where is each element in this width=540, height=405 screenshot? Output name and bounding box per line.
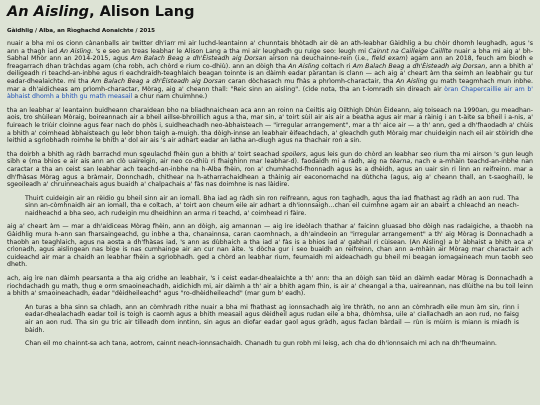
italic-text: Am Balach Beag a dh'Èisteadh aig Dorsan <box>130 55 267 63</box>
article-body <box>7 40 533 348</box>
text-run: , nach e a-mhàin teachd-an-inbhe nan caractar a tha an ceist san leabhar ach teachd-an-inbhe na h-Alba fhèin, ron a' chumhachd-fhonnadh agus às a dhèidh, agus an uair sin ri linn an reifreinn. mar a dh'fhàsas Mòrag agus a bràmair, Donnchadh, chithear na h-atharrachaidhean a thàinig air eaconomachd na dùthcha (agus, aig a' cheann thall, an t-saoghail), le sgeoileadh a' chruinneachais agus buaidh a' chalpachais a' fàs nas doimhne is nas làidire. <box>7 158 533 189</box>
paragraph <box>7 275 533 298</box>
book-title: An Aisling <box>7 4 90 20</box>
author-name: , Alison Lang <box>89 4 195 20</box>
text-run: nuair a bha mi aig a' bh-Sabhal Mhòr ann an 2014-2015, agus <box>7 47 534 63</box>
italic-text: field exam <box>371 55 406 63</box>
italic-text: Am Balach Beag a dh'Èisteadh aig Dorsan <box>352 62 486 70</box>
italic-text: tèarna <box>389 158 411 166</box>
text-run: An turas a bha sinn sa chladh, ann an còmhradh rithe nuair a bha mi fhathast ag ionnsachadh aig ìre thràth, no ann an còmhradh eile mun àm sin, rinn i eadar-dhealachadh eadar toil is toigh is caomh agus a bhith measail agus dèidheil agus rudan eile a bha, dhòmhsa, uile a' ciallachadh an aon rud, no faisg air an aon rud. Tha sin gu tric air tilleadh dom inntinn, sin agus an diofar eadar gaol agus gràdh, agus faclan bàrdail — rùn is mùirn is miann is miadh is bàidh. <box>25 303 519 334</box>
paragraph <box>25 340 519 348</box>
paragraph <box>25 304 519 334</box>
italic-text: An Aisling <box>288 62 320 70</box>
text-run: tha an leabhar a' leantainn buidheann charaidean bho na bliadhnaichean aca ann an roinn na Ceiltis aig Oilthigh Dhùn Èideann, aig toiseach na 1990an, gu meadhan-aois, tro shùilean Mòraig, boireannach air a bheil aillse-bhroillich agus a tha, mar sin, a' toirt sùil air ais air a beatha agus air mar a ràinig i an t-àite sa bheil i a-nis, a' fuireach le triùir cloinne agus fear nach do phòs i, suidheachadh neo-àbhaisteach — "irregular arrangement", mar a th' aice air — a th' ann, ged a dh'fhaodadh a' chùis a bhith a' coimhead àbhaisteach gu leòr bhon taigh a-muigh. tha dòigh-innse an leabhair èifeachdach, a' gleachdh guth Mòraig mar chuideigin nach eil air stòiridh dhe leithid a sgrìobhadh roimhe le bhith a' dol air ais 's air adhart eadar an latha an-diugh agus na thachair ron a sin. <box>7 106 533 145</box>
article-meta: Gàidhlig / Alba, an Rìoghachd Aonaichte / 2015 <box>7 28 156 34</box>
text-run: airson na deuchainne-rein (i.e., <box>266 55 372 63</box>
text-run: , agus leis gun do chòrd an leabhar seo rium tha mi airson 's gun leugh sibh e (ma bhios e air ais ann an clò uaireigin, air neo co-dhiù ri fhaighinn mar leabhar-d). faodaidh mi a ràdh, aig na <box>7 150 533 166</box>
text-run: nuair a bha mi os cionn cànanballs air twitter dh'iarr mi air luchd-leantainn a' chunntais bhòtadh air dè an ath-leabhar Gàidhlig a bu chòir dhomh leughadh, agus 's ann a thagh iad <box>7 40 533 55</box>
text-run: coltach ri <box>319 62 353 70</box>
text-run: caran dòchasach mu fhàs a phrìomh-charactair, tha <box>225 77 397 85</box>
text-run: a chur nam chuimhne.) <box>132 93 208 101</box>
paragraph <box>7 40 533 101</box>
italic-text: An Aisling <box>59 47 91 55</box>
text-run: Thuirt cuideigin air an rèidio gu bheil sinn air an iomall. Bha iad ag ràdh sin ron reifreann, agus ron taghadh, agus tha iad fhathast ag ràdh an aon rud. Tha sinn an-còmhnaidh air an iomall, tha e coltach, a' toirt aon cheum eile air adhart a dh'ionnsaigh…chan eil cuimhne agam air an abairt a chleachd an neach-naidheachd a bha seo, ach rudeigin mu dheidhinn an arma ri teachd, a' coimhead ri fàire. <box>25 194 519 217</box>
text-run: Chan eil mo chainnt-sa ach tana, aotrom, cainnt neach-ionnsachaidh. Chanadh tu gun robh mi leisg, ach cha do dh'ionnsaich mi ach na dh'fheumainn. <box>25 340 497 348</box>
text-run: ach, aig ìre nan dàimh pearsanta a tha aig cridhe an leabhair, 's i ceist eadar-dhealaichte a th' ann: tha an dòigh san tèid an dàimh eadar Mòrag is Donnachadh a riochdachadh gu math, thug e orm smaoineachadh, aidichidh mi, air dàimh a th' air a bhith agam fhìn, is air a' cheangal a tha, uaireannan, nas dlùithe na bu toil leinn a bhith a' smaoineachadh, eadar "dèidheileachd" agus "ro-dhèidheileachd" (mar gum b' eadh). <box>7 275 533 298</box>
text-run: . 's e seo an treas leabhar le Alison Lang a tha mi air leughadh gu ruige seo: leugh mi <box>90 47 369 55</box>
paragraph <box>7 107 533 145</box>
italic-text: spoilers <box>281 150 306 158</box>
italic-text: Cainnt na Cailleige Cailllte <box>368 47 452 55</box>
text-run: , ann a bhith a' deiligeadh ri teachd-an-inbhe agus ri eachdraidh-teaghlaich beagan toinnte is an dàimh eadar pàrantan is clann — ach aig a' cheart àm tha seimh an leabhair gu tur eadar-dhealaichte. mi tha <box>7 62 533 85</box>
song-link[interactable]: òran Chapercaillie air am b' àbhaist dhomh a bhith gu math measail <box>7 85 534 101</box>
italic-text: Am Balach Beag a dh'Èisteadh aig Dorsan <box>91 77 226 85</box>
italic-text: An Aisling <box>396 77 428 85</box>
article-title <box>7 3 533 21</box>
text-run: aig a' cheart àm — mar a dh'aidiceas Mòrag fhèin, ann an dòigh, aig amannan — aig ìre ideòlach thathar a' faicinn gluasad bho dòigh nas radaigiche, a thaobh na Gàidhlig mura h-ann san fharsaingeachd, gu inbhe a tha, chanainnsa, caran caomhnach, a dh'aindeoin an "irregular arrangement" a th' aig Mòrag is Donnachadh a thaobh an teaghlaich, agus na aosta a dh'fhàsas iad, 's ann as dùbhaich a tha iad a' fàs is a bhios iad a' gabhail ri cùisean. (An Aisling) a b' àbhaist a bhith aca a' crìonadh, agus aislingean nas bige is nas cumhainge air an cur nan àite. 's dòcha gur i seo buaidh an reifreinn, chan ann a-mhàin air Mòrag mar charactair ach cuideachd air mar a chaidh an leabhar fhèin a sgrìobhadh. ged a chòrd an leabhar rium, feumaidh mi aideachadh gu bheil mi beagan iomagaineach mun taobh seo dheth. <box>7 223 533 269</box>
paragraph <box>7 223 533 269</box>
text-run: gu math teagmhach mun inbhe. mar a dh'aidicheas am prìomh-charactar, Mòrag, aig a' cheann thall: "Reic sinn an aisling". (cìde nota, tha an t-iomradh sin direach air <box>7 77 533 93</box>
text-run: tha doirbh a bhith ag ràdh barrachd mun sgeulachd fhèin gun a bhith a' toirt seachad <box>7 150 282 158</box>
text-run: ) agam ann an 2018, feuch am biodh e freagarrach dhan tràchdas agam (cha robh, ach chòrd e rium co-dhiù). ann an dòigh tha <box>7 55 533 70</box>
paragraph <box>25 195 519 218</box>
paragraph <box>7 151 533 189</box>
